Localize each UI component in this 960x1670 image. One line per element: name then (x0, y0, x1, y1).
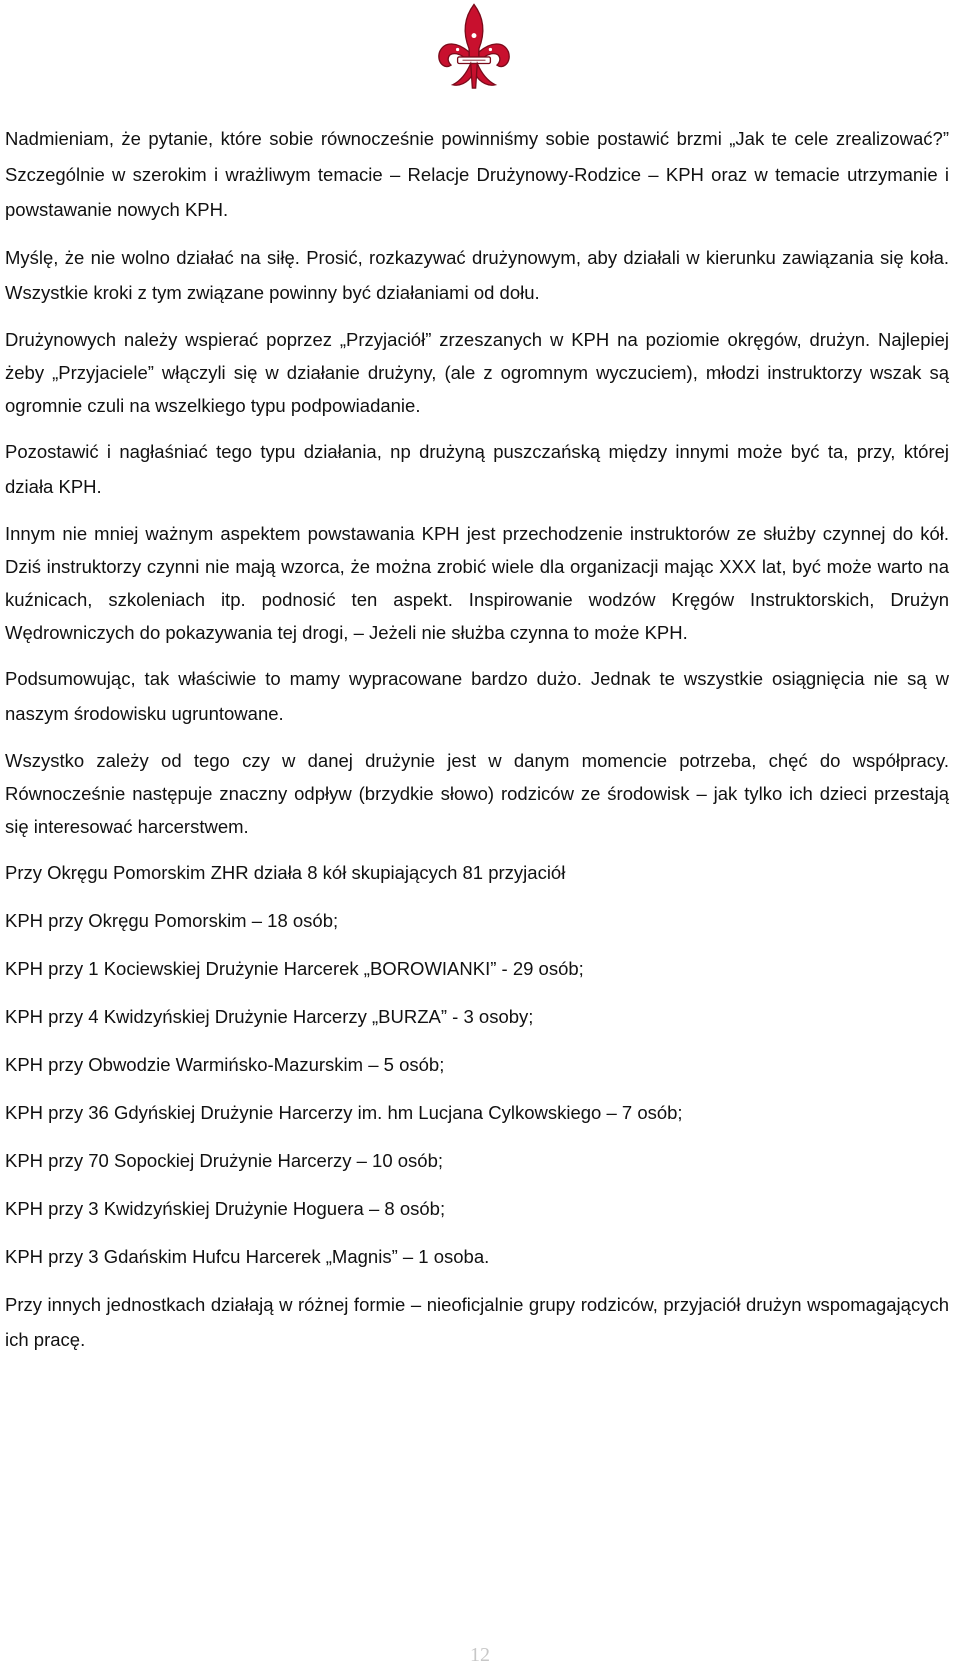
list-item: KPH przy 4 Kwidzyńskiej Drużynie Harcerzy „BURZA” - 3 osoby; (5, 1005, 534, 1027)
list-item: Przy Okręgu Pomorskim ZHR działa 8 kół skupiających 81 przyjaciół (5, 861, 566, 883)
document-body (5, 121, 949, 1370)
page-number: 12 (470, 1644, 490, 1666)
paragraph: Innym nie mniej ważnym aspektem powstawania KPH jest przechodzenie instruktorów ze służby czynnej do kół. Dziś instruktorzy czynni nie mają wzorca, że można zrobić wiele dla organizacji mając XXX lat, być może warto na kuźnicach, szkoleniach itp. podnosić ten aspekt. Inspirowanie wodzów Kręgów Instruktorskich, Drużyn Wędrowniczych do pokazywania tej drogi, – Jeżeli nie służba czynna to może KPH. (5, 522, 949, 643)
list-item: KPH przy Okręgu Pomorskim – 18 osób; (5, 909, 339, 931)
list-item: KPH przy 70 Sopockiej Drużynie Harcerzy – 10 osób; (5, 1149, 444, 1171)
paragraph: Podsumowując, tak właściwie to mamy wypracowane bardzo dużo. Jednak te wszystkie osiągnięcia nie są w naszym środowisku ugruntowane. (5, 667, 949, 724)
paragraph: Wszystko zależy od tego czy w danej drużynie jest w danym momencie potrzeba, chęć do współpracy. Równocześnie następuje znaczny odpływ (brzydkie słowo) rodziców ze środowisk – jak tylko ich dzieci przestają się interesować harcerstwem. (5, 749, 949, 837)
paragraph: Myślę, że nie wolno działać na siłę. Prosić, rozkazywać drużynowym, aby działali w kierunku zawiązania się koła. Wszystkie kroki z tym związane powinny być działaniami od dołu. (5, 246, 949, 303)
paragraph: Nadmieniam, że pytanie, które sobie równocześnie powinniśmy sobie postawić brzmi „Jak te cele zrealizować?” Szczególnie w szerokim i wrażliwym temacie – Relacje Drużynowy-Rodzice – KPH oraz w temacie utrzymanie i powstawanie nowych KPH. (5, 128, 949, 220)
list-item: KPH przy 3 Kwidzyńskiej Drużynie Hoguera – 8 osób; (5, 1197, 446, 1219)
closing-paragraph: Przy innych jednostkach działają w różnej formie – nieoficjalnie grupy rodziców, przyjaciół drużyn wspomagających ich pracę. (5, 1293, 949, 1350)
paragraph: Pozostawić i nagłaśniać tego typu działania, np drużyną puszczańską między innymi może być ta, przy, której działa KPH. (5, 440, 949, 497)
fleur-de-lis-icon (433, 2, 515, 102)
list-item: KPH przy 1 Kociewskiej Drużynie Harcerek „BOROWIANKI” - 29 osób; (5, 957, 584, 979)
list-item: KPH przy 36 Gdyńskiej Drużynie Harcerzy im. hm Lucjana Cylkowskiego – 7 osób; (5, 1101, 683, 1123)
list-item: KPH przy Obwodzie Warmińsko-Mazurskim – 5 osób; (5, 1053, 445, 1075)
paragraph: Drużynowych należy wspierać poprzez „Przyjaciół” zrzeszanych w KPH na poziomie okręgów, drużyn. Najlepiej żeby „Przyjaciele” włączyli się w działanie drużyny, (ale z ogromnym wyczuciem), młodzi instruktorzy wszak są ogromnie czuli na wszelkiego typu podpowiadanie. (5, 328, 949, 416)
list-item: KPH przy 3 Gdańskim Hufcu Harcerek „Magnis” – 1 osoba. (5, 1245, 490, 1267)
